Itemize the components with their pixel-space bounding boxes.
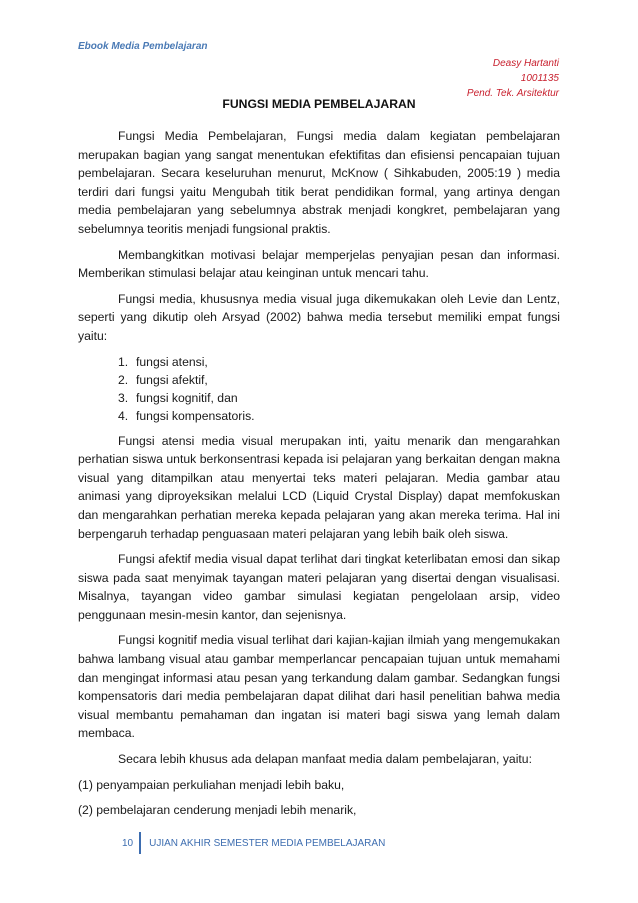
list-item-number: 2. (118, 372, 129, 387)
page-number: 10 (122, 837, 134, 849)
running-header-title: Ebook Media Pembelajaran (78, 41, 208, 52)
list-item (118, 371, 560, 389)
list-item-number: 4. (118, 408, 129, 423)
page-footer (122, 832, 385, 854)
list-item (118, 389, 560, 407)
paragraph-benefits-intro: Secara lebih khusus ada delapan manfaat media dalam pembelajaran, yaitu: (118, 752, 532, 767)
author-name: Deasy Hartanti (492, 58, 559, 69)
document-body (78, 127, 560, 827)
list-item (118, 407, 560, 425)
footer-label: UJIAN AKHIR SEMESTER MEDIA PEMBELAJARAN (149, 837, 386, 849)
list-item-number: 3. (118, 390, 129, 405)
paragraph-motivation: Membangkitkan motivasi belajar memperjelas penyajian pesan dan informasi. Memberikan stimulasi belajar atau keinginan untuk mencari tahu. (78, 247, 560, 281)
list-item-text: fungsi kognitif, dan (136, 390, 238, 405)
paragraph-cognitive: Fungsi kognitif media visual terlihat dari kajian-kajian ilmiah yang mengemukakan bahwa lambang visual atau gambar memperlancar pencapaian tujuan untuk memahami dan mengingat informasi atau pesan yang terkandung dalam gambar. Sedangkan fungsi kompensatoris dari media pembelajaran dapat dilihat dari hasil penelitian bahwa media visual membantu pemahaman dan ingatan isi materi bagi siswa yang lemah dalam membaca. (78, 633, 560, 741)
author-block (467, 56, 559, 101)
list-item-number: 1. (118, 354, 129, 369)
paragraph-visual-media: Fungsi media, khususnya media visual juga dikemukakan oleh Levie dan Lentz, seperti yang dikutip oleh Arsyad (2002) bahwa media tersebut memiliki empat fungsi yaitu: (78, 291, 560, 343)
page-title: FUNGSI MEDIA PEMBELAJARAN (222, 97, 416, 111)
list-item-text: fungsi atensi, (136, 354, 208, 369)
footer-divider (139, 832, 141, 854)
paragraph-attention: Fungsi atensi media visual merupakan inti, yaitu menarik dan mengarahkan perhatian siswa untuk berkonsentrasi kepada isi pelajaran yang berkaitan dengan makna visual yang ditampilkan atau menyertai teks materi pelajaran. Media gambar atau animasi yang diproyeksikan melalui LCD (Liquid Crystal Display) dapat memfokuskan dan mengarahkan perhatian mereka kepada pelajaran yang akan mereka terima. Hal ini berpengaruh terhadap penguasaan materi pelajaran yang lebih baik oleh siswa. (78, 433, 560, 541)
list-item-text: fungsi kompensatoris. (136, 408, 255, 423)
author-department: Pend. Tek. Arsitektur (466, 88, 559, 99)
paragraph-intro: Fungsi Media Pembelajaran, Fungsi media dalam kegiatan pembelajaran merupakan bagian yang sangat menentukan efektifitas dan efisiensi pencapaian tujuan pembelajaran. Secara keseluruhan menurut, McKnow ( Sihkabuden, 2005:19 ) media terdiri dari fungsi yaitu Mengubah titik berat pendidikan formal, yang artinya dengan media pembelajaran yang sebelumnya abstrak menjadi kongkret, pembelajaran yang sebelumnya teoritis menjadi fungsional praktis. (78, 129, 560, 236)
paragraph-affective: Fungsi afektif media visual dapat terlihat dari tingkat keterlibatan emosi dan sikap siswa pada saat menyimak tayangan materi pelajaran yang disertai dengan visualisasi. Misalnya, tayangan video gambar simulasi kegiatan pengelolaan arsip, video penggunaan mesin-mesin kantor, dan sejenisnya. (78, 552, 560, 622)
benefit-item: (1) penyampaian perkuliahan menjadi lebih baku, (78, 777, 345, 792)
list-item (118, 353, 560, 371)
author-id: 1001135 (520, 73, 559, 84)
benefit-item: (2) pembelajaran cenderung menjadi lebih menarik, (78, 803, 357, 818)
list-item-text: fungsi afektif, (136, 372, 208, 387)
function-list (78, 353, 560, 425)
